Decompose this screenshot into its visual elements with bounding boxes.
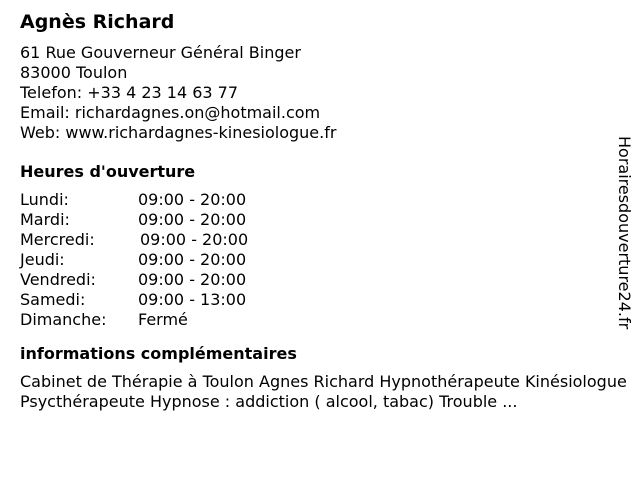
hours-day: Mardi:: [20, 210, 70, 229]
hours-day: Vendredi:: [20, 270, 96, 289]
additional-info-text: Cabinet de Thérapie à Toulon Agnes Richard Hypnothérapeute Kinésiologue Psycthérapeute Hypnose : addiction ( alcool, tabac) Trouble ...: [20, 372, 627, 411]
hours-day: Lundi:: [20, 190, 69, 209]
hours-time: Fermé: [138, 310, 188, 329]
hours-day: Dimanche:: [20, 310, 107, 329]
hours-row-thursday: [20, 250, 620, 270]
hours-time: 09:00 - 13:00: [138, 290, 247, 309]
hours-row-friday: [20, 270, 620, 290]
phone-text: Telefon: +33 4 23 14 63 77: [20, 83, 239, 102]
hours-row-tuesday: [20, 210, 620, 230]
hours-time: 09:00 - 20:00: [140, 230, 249, 249]
website-text: Web: www.richardagnes-kinesiologue.fr: [20, 123, 337, 142]
hours-row-monday: [20, 190, 620, 210]
hours-time: 09:00 - 20:00: [138, 250, 247, 269]
hours-row-saturday: [20, 290, 620, 310]
hours-time: 09:00 - 20:00: [138, 210, 247, 229]
additional-info-heading: informations complémentaires: [20, 344, 297, 363]
hours-time: 09:00 - 20:00: [138, 270, 247, 289]
site-watermark: Horairesdouverture24.fr: [615, 136, 634, 330]
opening-hours-table: [20, 190, 620, 330]
hours-day: Jeudi:: [20, 250, 65, 269]
hours-row-wednesday: [20, 230, 620, 250]
email-text: Email: richardagnes.on@hotmail.com: [20, 103, 321, 122]
hours-row-sunday: [20, 310, 620, 330]
hours-day: Mercredi:: [20, 230, 95, 249]
business-name: Agnès Richard: [20, 11, 175, 33]
address-line-city: 83000 Toulon: [20, 63, 128, 82]
address-line-street: 61 Rue Gouverneur Général Binger: [20, 43, 301, 62]
opening-hours-heading: Heures d'ouverture: [20, 162, 196, 181]
hours-time: 09:00 - 20:00: [138, 190, 247, 209]
hours-day: Samedi:: [20, 290, 86, 309]
